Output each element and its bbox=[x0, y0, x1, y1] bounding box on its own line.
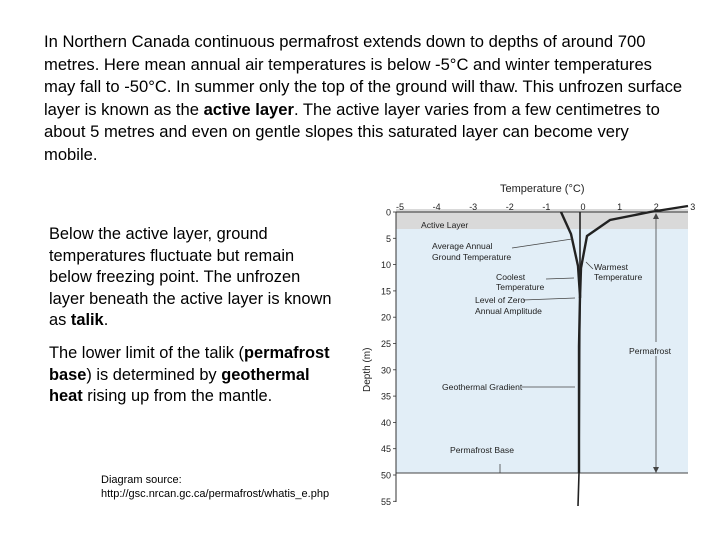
avg-annual-label-2: Ground Temperature bbox=[432, 252, 512, 262]
warmest-label-2: Temperature bbox=[594, 272, 643, 282]
permafrost-label: Permafrost bbox=[629, 346, 672, 356]
temperature-tick-7: 2 bbox=[653, 202, 659, 212]
base-text-2: ) is determined by bbox=[86, 365, 222, 384]
base-text-3: rising up from the mantle. bbox=[82, 387, 273, 406]
temperature-tick-5: 0 bbox=[580, 202, 586, 212]
depth-tick-labels bbox=[381, 208, 396, 507]
intro-text: In Northern Canada continuous permafrost extends down to depths of around 700 metres. Here mean annual air temperatures is below -5°C and winter temperatures may fall to -50°C. In summer only the top of the ground will thaw. This unfrozen surface layer is known as the bbox=[44, 32, 683, 119]
depth-tick-6: 30 bbox=[380, 365, 391, 376]
source-url: http://gsc.nrcan.gc.ca/permafrost/whatis_e.php bbox=[101, 488, 330, 500]
level-zero-label-2: Annual Amplitude bbox=[475, 306, 542, 316]
source-label: Diagram source: bbox=[101, 474, 182, 486]
depth-tick-8: 40 bbox=[380, 417, 391, 428]
depth-tick-2: 10 bbox=[380, 260, 391, 271]
depth-tick-4: 20 bbox=[380, 312, 391, 323]
avg-annual-label-1: Average Annual bbox=[432, 241, 493, 251]
base-text-1: The lower limit of the talik ( bbox=[49, 344, 244, 362]
depth-tick-1: 5 bbox=[385, 233, 391, 244]
coolest-label-2: Temperature bbox=[496, 282, 545, 292]
depth-tick-11: 55 bbox=[380, 496, 391, 507]
permafrost-temperature-diagram bbox=[350, 176, 700, 510]
permafrost-base-label: Permafrost Base bbox=[450, 445, 514, 455]
depth-tick-3: 15 bbox=[380, 286, 391, 297]
temperature-tick-1: -4 bbox=[432, 202, 441, 212]
temperature-tick-2: -3 bbox=[469, 202, 478, 212]
intro-paragraph bbox=[44, 31, 684, 167]
coolest-label-1: Coolest bbox=[496, 272, 526, 282]
diagram-source bbox=[101, 473, 329, 501]
level-zero-label-1: Level of Zero bbox=[475, 295, 526, 305]
depth-tick-9: 45 bbox=[380, 444, 391, 455]
talik-text-end: . bbox=[103, 311, 109, 330]
temperature-tick-8: 3 bbox=[690, 202, 696, 212]
depth-tick-5: 25 bbox=[380, 339, 391, 349]
geothermal-gradient-label: Geothermal Gradient bbox=[442, 382, 523, 392]
temperature-axis-title: Temperature (°C) bbox=[500, 183, 585, 195]
active-layer-term: active layer bbox=[203, 99, 294, 119]
permafrost-base-term: permafrost base bbox=[49, 344, 330, 384]
temperature-tick-4: -1 bbox=[542, 202, 551, 212]
depth-tick-10: 50 bbox=[380, 470, 391, 481]
permafrost-base-paragraph bbox=[49, 343, 339, 408]
temperature-tick-6: 1 bbox=[617, 202, 623, 212]
talik-text: Below the active layer, ground temperatures fluctuate but remain below freezing point. The unfrozen layer beneath the active layer is known as bbox=[49, 225, 332, 330]
active-layer-label: Active Layer bbox=[421, 220, 469, 230]
depth-axis-title: Depth (m) bbox=[362, 347, 373, 392]
depth-tick-7: 35 bbox=[380, 391, 391, 402]
talik-paragraph bbox=[49, 224, 339, 332]
depth-tick-0: 0 bbox=[385, 207, 391, 218]
temperature-tick-3: -2 bbox=[505, 202, 514, 212]
talik-term: talik bbox=[70, 311, 104, 330]
geothermal-heat-term: geothermal heat bbox=[49, 365, 310, 406]
intro-text-end: . The active layer varies from a few centimetres to about 5 metres and even on gentle slopes this saturated layer can become very mobile. bbox=[44, 99, 660, 164]
warmest-label-1: Warmest bbox=[594, 262, 629, 272]
temperature-tick-0: -5 bbox=[395, 202, 405, 212]
